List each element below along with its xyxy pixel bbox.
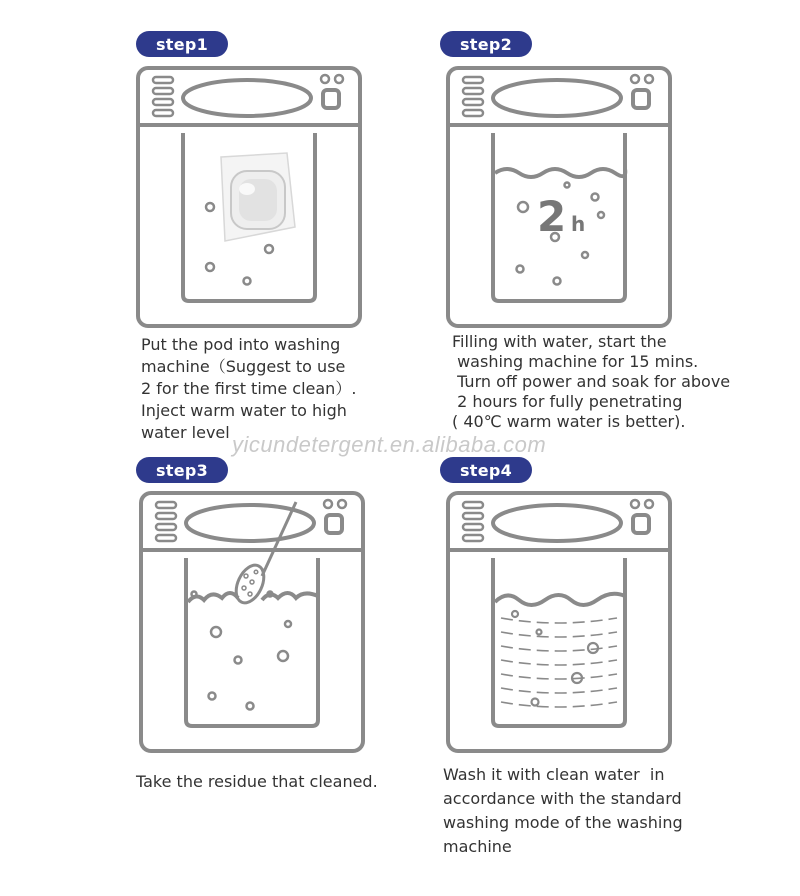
caption-line: washing mode of the washing	[443, 813, 683, 832]
caption-line: water level	[141, 423, 230, 442]
step3-badge: step3	[136, 457, 228, 483]
watermark: yicundetergent.en.alibaba.com	[232, 432, 547, 457]
timer-unit: h	[571, 212, 586, 236]
step3-caption	[136, 771, 378, 793]
timer-digit: 2	[537, 192, 567, 241]
step4-badge: step4	[440, 457, 532, 483]
caption-line: accordance with the standard	[443, 789, 682, 808]
caption-line: washing machine for 15 mins.	[452, 352, 699, 371]
caption-line: ( 40℃ warm water is better).	[452, 412, 686, 431]
detergent-pod-image	[221, 153, 295, 241]
step1-washing-machine-illustration	[135, 65, 365, 330]
step2-caption	[452, 332, 730, 432]
caption-line: Take the residue that cleaned.	[136, 772, 378, 791]
caption-line: 2 for the first time clean）.	[141, 379, 357, 398]
step3-washing-machine-illustration	[138, 490, 368, 755]
caption-line: 2 hours for fully penetrating	[452, 392, 683, 411]
caption-line: Inject warm water to high	[141, 401, 347, 420]
caption-line: Filling with water, start the	[452, 332, 667, 351]
step2-washing-machine-illustration	[445, 65, 675, 330]
caption-line: Turn off power and soak for above	[452, 372, 731, 391]
caption-line: Put the pod into washing	[141, 335, 341, 354]
step1-badge: step1	[136, 31, 228, 57]
caption-line: machine（Suggest to use	[141, 357, 346, 376]
caption-line: Wash it with clean water in	[443, 765, 665, 784]
step4-washing-machine-illustration	[445, 490, 675, 755]
caption-line: machine	[443, 837, 512, 856]
step2-badge: step2	[440, 31, 532, 57]
step1-caption	[141, 334, 356, 444]
step4-caption	[443, 763, 683, 859]
